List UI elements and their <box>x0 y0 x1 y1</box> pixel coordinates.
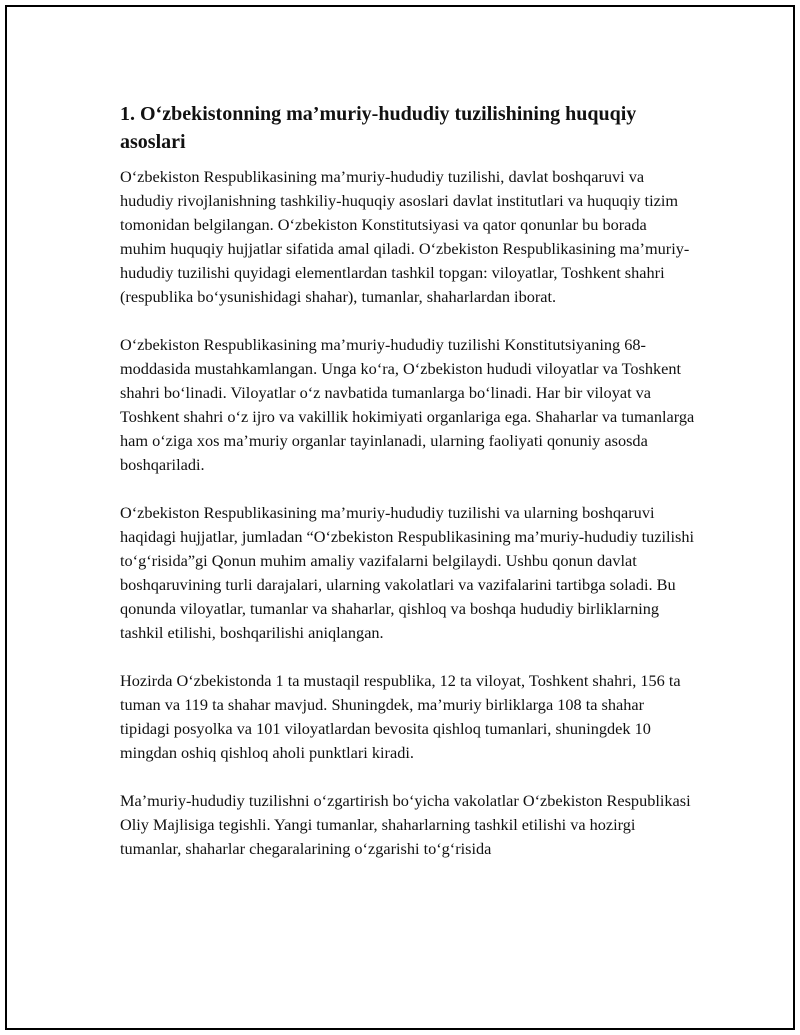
paragraph-1: O‘zbekiston Respublikasining ma’muriy-hududiy tuzilishi, davlat boshqaruvi va hududiy rivojlanishning tashkiliy-huquqiy asoslari davlat institutlari va huquqiy tizim tomonidan belgilangan. O‘zbekiston Konstitutsiyasi va qator qonunlar bu borada muhim huquqiy hujjatlar sifatida amal qiladi. O‘zbekiston Respublikasining ma’muriy-hududiy tuzilishi quyidagi elementlardan tashkil topgan: viloyatlar, Toshkent shahri (respublika bo‘ysunishidagi shahar), tumanlar, shaharlardan iborat. <box>120 167 690 306</box>
document-page <box>5 5 795 1030</box>
paragraph-3: O‘zbekiston Respublikasining ma’muriy-hududiy tuzilishi va ularning boshqaruvi haqidagi hujjatlar, jumladan “O‘zbekiston Respublikasining ma’muriy-hududiy tuzilishi to‘g‘risida”gi Qonun muhim amaliy vazifalarni belgilaydi. Ushbu qonun davlat boshqaruvining turli darajalari, ularning vakolatlari va vazifalarini tartibga soladi. Bu qonunda viloyatlar, tumanlar va shaharlar, qishloq va boshqa hududiy birliklarning tashkil etilishi, boshqarilishi aniqlangan. <box>120 503 695 642</box>
section-heading: 1. O‘zbekistonning ma’muriy-hududiy tuzilishining huquqiy asoslari <box>120 103 637 153</box>
document-content <box>120 100 695 885</box>
paragraph-5: Ma’muriy-hududiy tuzilishni o‘zgartirish bo‘yicha vakolatlar O‘zbekiston Respublikasi Oliy Majlisiga tegishli. Yangi tumanlar, shaharlarning tashkil etilishi va hozirgi tumanlar, shaharlar chegaralarining o‘zgarishi to‘g‘risida <box>120 791 691 858</box>
paragraph-2: O‘zbekiston Respublikasining ma’muriy-hududiy tuzilishi Konstitutsiyaning 68-moddasida mustahkamlangan. Unga ko‘ra, O‘zbekiston hududi viloyatlar va Toshkent shahri bo‘linadi. Viloyatlar o‘z navbatida tumanlarga bo‘linadi. Har bir viloyat va Toshkent shahri o‘z ijro va vakillik hokimiyati organlariga ega. Shaharlar va tumanlarga ham o‘ziga xos ma’muriy organlar tayinlanadi, ularning faoliyati qonuniy asosda boshqariladi. <box>120 335 695 474</box>
paragraph-4: Hozirda O‘zbekistonda 1 ta mustaqil respublika, 12 ta viloyat, Toshkent shahri, 156 ta tuman va 119 ta shahar mavjud. Shuningdek, ma’muriy birliklarga 108 ta shahar tipidagi posyolka va 101 viloyatlardan bevosita qishloq tumanlari, shuningdek 10 mingdan oshiq qishloq aholi punktlari kiradi. <box>120 671 681 762</box>
